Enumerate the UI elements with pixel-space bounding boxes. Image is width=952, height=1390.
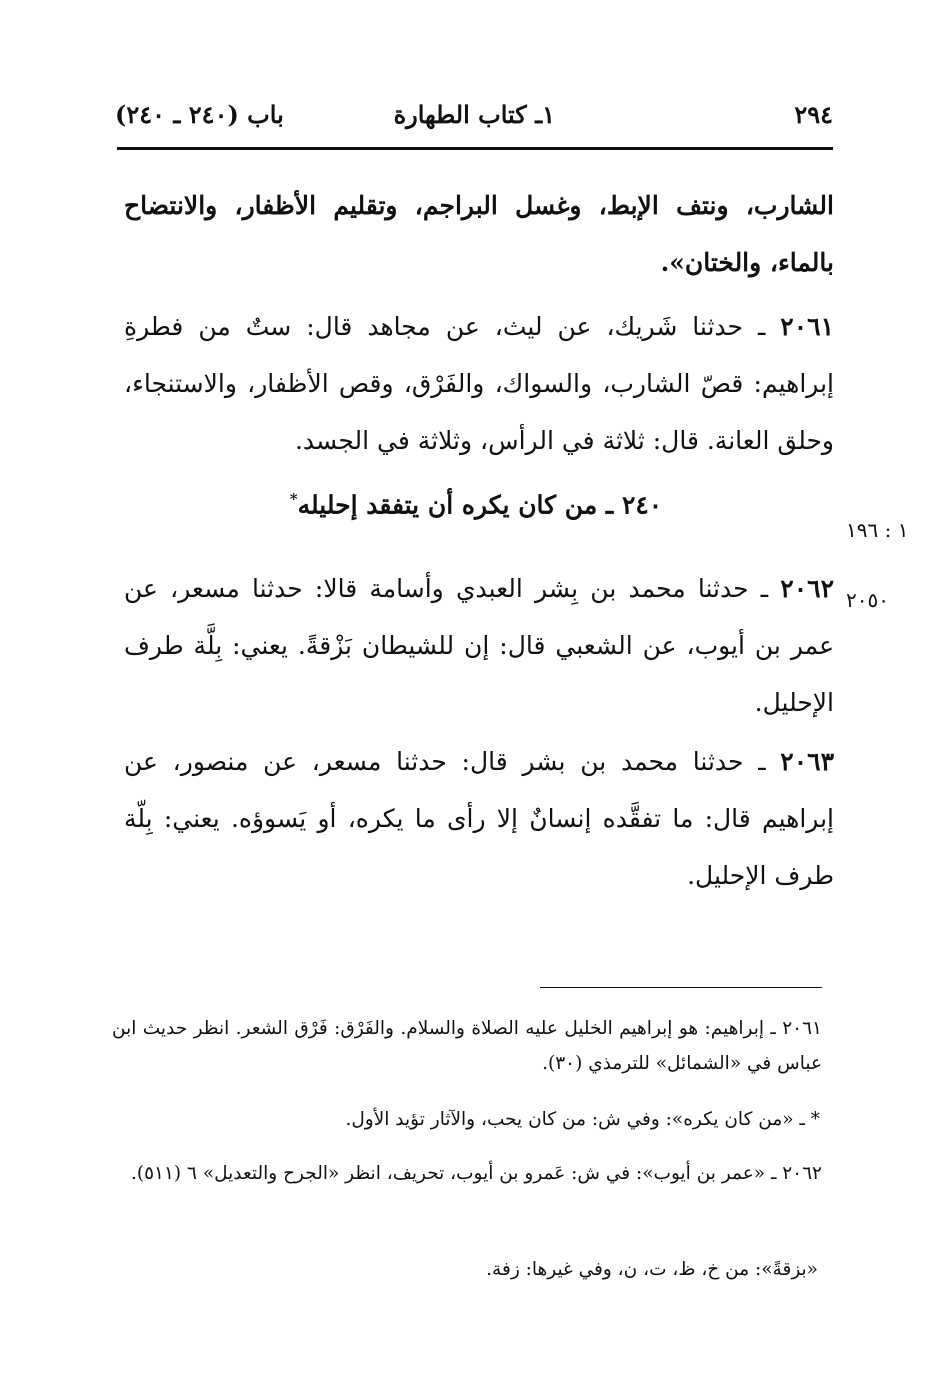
header-rule bbox=[117, 147, 833, 150]
hadith-number: ٢٠٦٣ bbox=[780, 747, 834, 776]
footnote-2061: ٢٠٦١ ـ إبراهيم: هو إبراهيم الخليل عليه الصلاة والسلام. والفَرْق: فَرْق الشعر. انظر حديث ابن عباس في «الشمائل» للترمذي (٣٠). bbox=[112, 1018, 822, 1074]
footnote-asterisk: * ـ «من كان يكره»: وفي ش: من كان يحب، والآثار تؤيد الأول. bbox=[345, 1109, 820, 1130]
margin-note-reference: ١ : ١٩٦ bbox=[846, 518, 909, 542]
footnote-bazqa: «بزقةً»: من خ، ظ، ت، ن، وفي غيرها: زفة. bbox=[486, 1259, 818, 1280]
footnote-rule bbox=[540, 987, 822, 988]
page-header bbox=[115, 100, 833, 140]
hadith-2062 bbox=[124, 560, 834, 731]
section-footnote-mark: * bbox=[289, 490, 298, 508]
hadith-2063 bbox=[124, 733, 834, 904]
hadith-number: ٢٠٦٢ bbox=[780, 574, 834, 603]
paragraph-text: الشارب، ونتف الإبط، وغسل البراجم، وتقليم الأظفار، والانتضاح بالماء، والختان». bbox=[124, 191, 834, 277]
hadith-text: ـ حدثنا محمد بن بِشر العبدي وأسامة قالا: حدثنا مسعر، عن عمر بن أيوب، عن الشعبي قال: إن للشيطان بَزْقةً. يعني: بِلَّة طرف الإحليل. bbox=[124, 574, 834, 717]
footnote-2062: ٢٠٦٢ ـ «عمر بن أيوب»: في ش: عَمرو بن أيوب، تحريف، انظر «الجرح والتعديل» ٦ (٥١١). bbox=[130, 1163, 822, 1184]
book-title: ١ـ كتاب الطهارة bbox=[393, 100, 555, 129]
hadith-2061 bbox=[124, 298, 834, 469]
margin-note-number: ٢٠٥٠ bbox=[846, 588, 889, 612]
section-heading bbox=[118, 490, 834, 519]
page-number: ٢٩٤ bbox=[794, 100, 833, 129]
hadith-text: ـ حدثنا محمد بن بشر قال: حدثنا مسعر، عن منصور، عن إبراهيم قال: ما تفقَّده إنسانٌ إلا رأى ما يكره، أو يَسوؤه. يعني: بِلّة طرف الإحليل. bbox=[124, 747, 834, 890]
hadith-text: ـ حدثنا شَريك، عن ليث، عن مجاهد قال: ستٌ من فطرةِ إبراهيم: قصّ الشارب، والسواك، والفَرْق، وقص الأظفار، والاستنجاء، وحلق العانة. قال: ثلاثة في الرأس، وثلاثة في الجسد. bbox=[124, 312, 834, 455]
chapter-range: باب (٢٤٠ ـ ٢٤٠) bbox=[115, 100, 284, 129]
hadith-number: ٢٠٦١ bbox=[780, 312, 834, 341]
paragraph-continuation bbox=[124, 177, 834, 291]
section-title-text: ٢٤٠ ـ من كان يكره أن يتفقد إحليله bbox=[297, 490, 663, 520]
